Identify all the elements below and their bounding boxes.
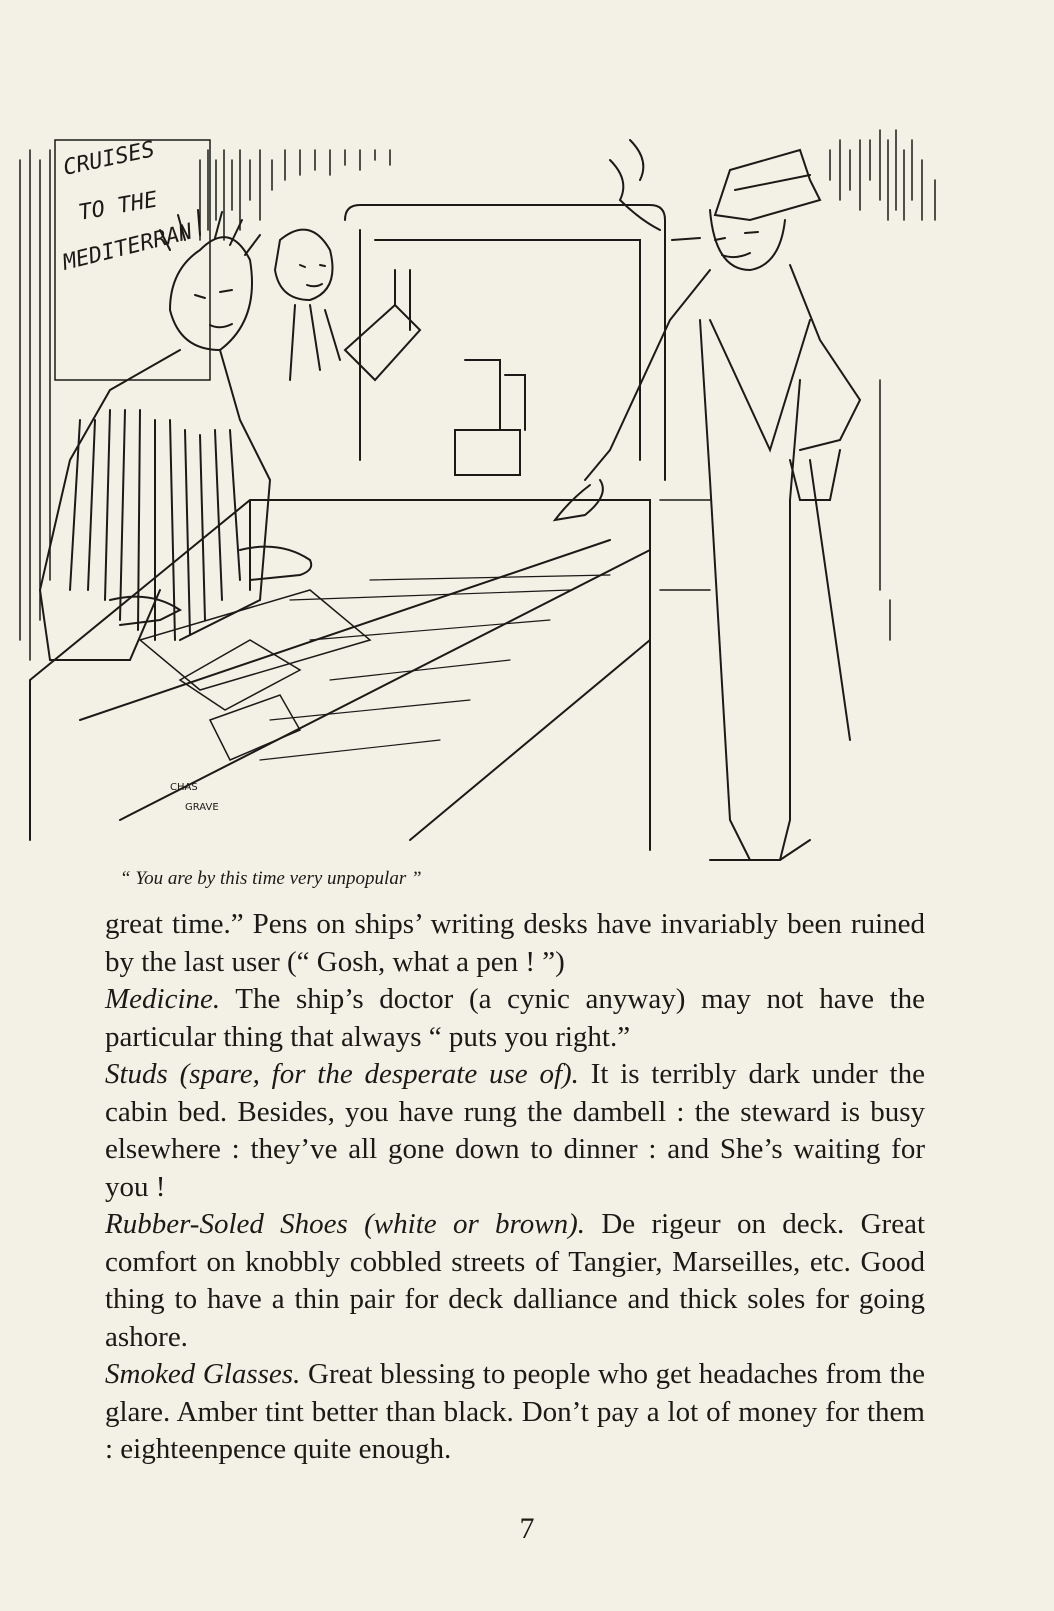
counter-lines <box>260 575 610 760</box>
poster-line-2: TO THE <box>76 187 160 226</box>
paragraph-shoes <box>105 1206 925 1356</box>
entry-term: Rubber-Soled Shoes (white or brown). <box>105 1208 586 1240</box>
entry-term: Medicine. <box>105 983 221 1015</box>
paragraph-text: great time.” Pens on ships’ writing desks have invariably been ruined by the last user (“ Gosh, what a pen ! ”) <box>105 908 925 978</box>
cartoon-illustration <box>10 120 950 880</box>
entry-text: It is terribly dark under the cabin bed. Besides, you have rung the dambell : the steward is busy elsewhere : they’ve all gone down to dinner : and She’s waiting for you ! <box>105 1058 925 1203</box>
entry-text: The ship’s doctor (a cynic anyway) may not have the particular thing that always “ puts you right.” <box>105 983 925 1053</box>
signature-line-1: CHAS <box>170 782 198 793</box>
counter <box>30 500 650 850</box>
poster-line-1: CRUISES <box>61 137 157 181</box>
background-posts <box>660 380 890 640</box>
bystander-figure <box>275 230 340 380</box>
paragraph-studs <box>105 1056 925 1206</box>
entry-text: De rigeur on deck. Great comfort on knobbly cobbled streets of Tangier, Marseilles, etc. Good thing to have a thin pair for deck dalliance and thick soles for going ashore. <box>105 1208 926 1353</box>
clerk-figure <box>40 210 311 660</box>
entry-term: Smoked Glasses. <box>105 1358 301 1390</box>
poster-line-3: MEDITERRAN <box>60 219 195 276</box>
paragraph-continuation <box>105 906 925 981</box>
body-text <box>105 906 925 1469</box>
entry-text: Great blessing to people who get headaches from the glare. Amber tint better than black. Don’t pay a lot of money for them : eighteenpence quite enough. <box>105 1358 925 1465</box>
desk-sign <box>345 270 420 380</box>
letter-tray <box>455 360 525 475</box>
paragraph-glasses <box>105 1356 925 1469</box>
signature-line-2: GRAVE <box>185 802 219 813</box>
paragraph-medicine <box>105 981 925 1056</box>
entry-term: Studs (spare, for the desperate use of). <box>105 1058 579 1090</box>
artist-signature <box>170 782 219 813</box>
page-number: 7 <box>519 1512 535 1545</box>
illustration-caption: “ You are by this time very unpopular ” <box>120 868 422 889</box>
ticket-window <box>345 205 665 480</box>
poster-lettering <box>59 137 195 276</box>
